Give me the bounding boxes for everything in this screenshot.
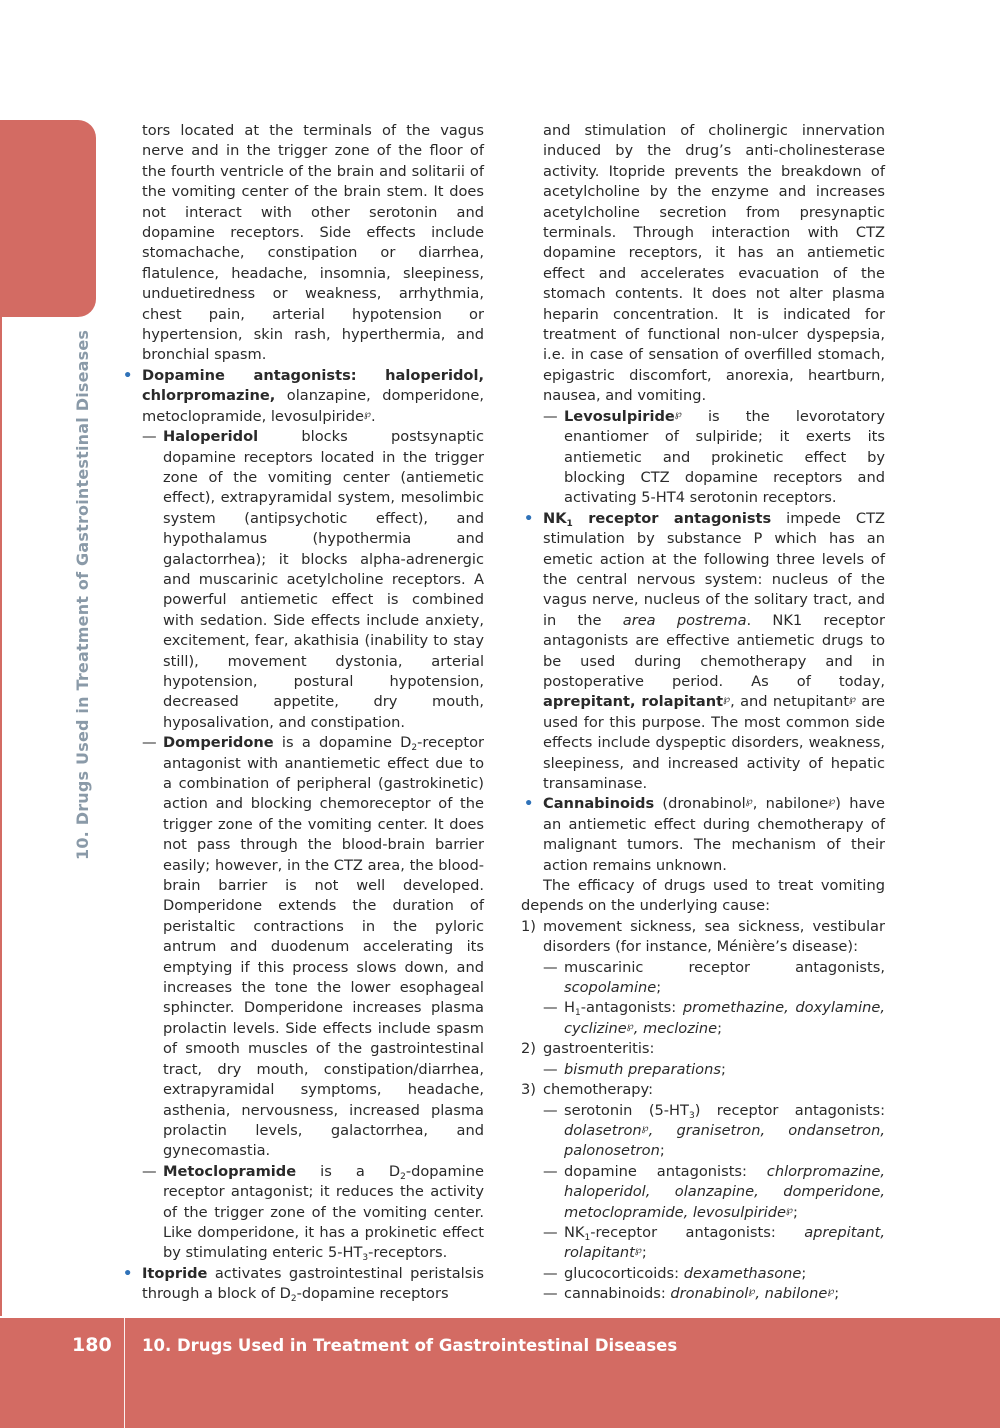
- side-tab: [0, 120, 96, 317]
- dash-item: — dopamine antagonists: chlorpromazine, haloperidol, olanzapine, domperidone, metoclopramide, levosulpiride℘;: [543, 1162, 885, 1221]
- registered-mark-icon: ℘: [626, 1020, 634, 1032]
- footer-chapter-title: 10. Drugs Used in Treatment of Gastrointestinal Diseases: [142, 1336, 678, 1355]
- page-number: 180: [72, 1334, 112, 1356]
- bullet-icon: •: [524, 795, 534, 813]
- registered-mark-icon: ℘: [641, 1122, 649, 1134]
- dash-item: — glucocorticoids: dexamethasone;: [543, 1264, 807, 1282]
- paragraph: and stimulation of cholinergic innervation induced by the drug’s anti-cholinesterase activity. Itopride prevents the breakdown of acetylcholine by the enzyme and increases acetylcholine secretion from presynaptic terminals. Through interaction with CTZ dopamine receptors, it has an antiemetic effect and accelerates evacuation of the stomach contents. It does not alter plasma heparin concentration. It is indicated for treatment of functional non-ulcer dyspepsia, i.e. in case of sensation of overfilled stomach, epigastric discomfort, anorexia, heartburn, nausea, and vomiting.: [543, 122, 885, 405]
- side-rule: [0, 316, 2, 1316]
- registered-mark-icon: ℘: [849, 694, 857, 706]
- bullet-item-nk1-antagonists: • $NK_1$ receptor antagonists impede CTZ stimulation by substance P which has an emetic action at the following three levels of the central nervous system: nucleus of the vagus nerve, nucleus of the solitary tract, and in the area postrema. NK1 receptor antagonists are effective antiemetic drugs to be used during chemotherapy and in postoperative period. As of today, aprepitant, rolapitant℘, and netupitant℘ are used for this purpose. The most common side effects include dyspeptic disorders, weakness, sleepiness, and increased activity of hepatic transaminase.: [524, 509, 885, 792]
- bullet-item-itopride: • Itopride activates gastrointestinal peristalsis through a block of $D_2$-dopamine receptors: [123, 1264, 484, 1305]
- registered-mark-icon: ℘: [828, 796, 836, 808]
- dash-item-haloperidol: — Haloperidol blocks postsynaptic dopamine receptors located in the trigger zone of the vomiting center (antiemetic effect), extrapyramidal system, mesolimbic system (antipsychotic effect), and hypothalamus (hypothermia and galactorrhea); it blocks alpha-adrenergic and muscarinic acetylcholine receptors. A powerful antiemetic effect is combined with sedation. Side effects include anxiety, excitement, fear, akathisia (inability to stay still), movement dystonia, arterial hypotension, postural hypotension, decreased appetite, dry mouth, hyposalivation, and constipation.: [142, 428, 484, 731]
- paragraph: The efficacy of drugs used to treat vomiting depends on the underlying cause:: [521, 877, 885, 915]
- dash-item-metoclopramide: — Metoclopramide is a $D_2$-dopamine receptor antagonist; it reduces the activity of the trigger zone of the vomiting center. Like domperidone, it has a prokinetic effect by stimulating enteric $5-HT_3$-receptors.: [142, 1162, 484, 1264]
- paragraph: tors located at the terminals of the vagus nerve and in the trigger zone of the floor of the fourth ventricle of the brain and solitarii of the vomiting center of the brain stem. It does not interact with other serotonin and dopamine receptors. Side effects include stomachache, constipation or diarrhea, flatulence, headache, insomnia, sleepiness, unduetiredness or weakness, arrhythmia, chest pain, arterial hypotension or hypertension, skin rash, hyperthermia, and bronchial spasm.: [142, 122, 484, 364]
- left-column: [120, 121, 484, 1305]
- dash-item: — serotonin $(5-HT_3)$ receptor antagonists: dolasetron℘, granisetron, ondansetron, palonosetron;: [543, 1101, 885, 1160]
- bullet-item-cannabinoids: • Cannabinoids (dronabinol℘, nabilone℘) have an antiemetic effect during chemotherapy of malignant tumors. The mechanism of their action remains unknown.: [524, 795, 886, 874]
- numbered-item-1: 1) movement sickness, sea sickness, vestibular disorders (for instance, Ménière’s disease):: [521, 917, 885, 956]
- side-chapter-title: 10. Drugs Used in Treatment of Gastrointestinal Diseases: [73, 329, 92, 860]
- footer-divider: [124, 1318, 125, 1428]
- registered-mark-icon: ℘: [785, 1204, 793, 1216]
- registered-mark-icon: ℘: [827, 1286, 835, 1298]
- dash-item-domperidone: — Domperidone is a dopamine $D_2$-receptor antagonist with anantiemetic effect due to a combination of peripheral (gastrokinetic) action and blocking chemoreceptor of the trigger zone of the vomiting center. It does not pass through the blood-brain barrier easily; however, in the CTZ area, the blood-brain barrier is not well developed. Domperidone extends the duration of peristaltic contractions in the pyloric antrum and duodenum accelerating its emptying if this process slows down, and increases the tone the lower esophageal sphincter. Domperidone increases plasma prolactin levels. Side effects include spasm of smooth muscles of the gastrointestinal tract, dry mouth, constipation/diarrhea, extrapyramidal symptoms, headache, asthenia, nervousness, increased plasma prolactin levels, galactorrhea, and gynecomastia.: [142, 734, 484, 1160]
- registered-mark-icon: ℘: [634, 1245, 642, 1257]
- registered-mark-icon: ℘: [723, 694, 731, 706]
- bullet-icon: •: [123, 366, 133, 384]
- bullet-icon: •: [123, 1264, 133, 1282]
- dash-item: — muscarinic receptor antagonists, scopolamine;: [543, 958, 885, 997]
- registered-mark-icon: ℘: [748, 1286, 756, 1298]
- dash-item: — bismuth preparations;: [543, 1060, 726, 1078]
- numbered-item-3: 3) chemotherapy:: [521, 1081, 654, 1099]
- numbered-item-2: 2) gastroenteritis:: [521, 1040, 655, 1058]
- dash-item: — cannabinoids: dronabinol℘, nabilone℘;: [543, 1285, 840, 1303]
- registered-mark-icon: ℘: [674, 408, 682, 420]
- dash-item: — $H_1$-antagonists: promethazine, doxylamine, cyclizine℘, meclozine;: [543, 999, 886, 1037]
- registered-mark-icon: ℘: [363, 408, 371, 420]
- dash-item-levosulpiride: — Levosulpiride℘ is the levorotatory enantiomer of sulpiride; it exerts its antiemetic and prokinetic effect by blocking CTZ dopamine receptors and activating 5-HT4 serotonin receptors.: [543, 407, 885, 507]
- bullet-item-dopamine-antagonists: • Dopamine antagonists: haloperidol, chlorpromazine, olanzapine, domperidone, metoclopramide, levosulpiride℘.: [123, 366, 484, 425]
- right-column: [521, 121, 885, 1305]
- page-footer: [0, 1318, 1000, 1428]
- dash-item: — $NK_1$-receptor antagonists: aprepitant, rolapitant℘;: [543, 1223, 885, 1262]
- registered-mark-icon: ℘: [745, 796, 753, 808]
- bullet-icon: •: [524, 509, 534, 527]
